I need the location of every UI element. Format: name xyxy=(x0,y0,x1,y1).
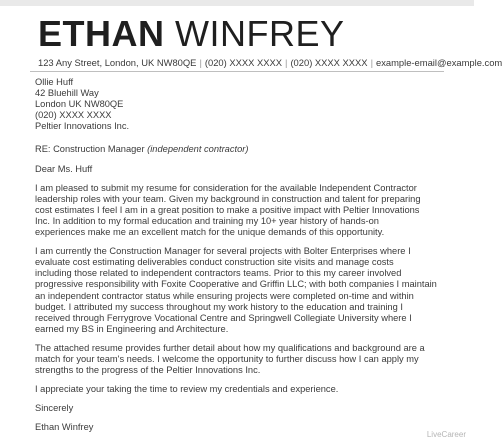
paragraph-line: Inc. In addition to my formal education and training my 10+ year history of hands-on xyxy=(35,215,379,226)
contact-separator: | xyxy=(285,57,288,68)
paragraph-line: I am pleased to submit my resume for consideration for the available Independent Contractor xyxy=(35,182,417,193)
body-paragraph-2 xyxy=(35,246,455,335)
applicant-last-name: WINFREY xyxy=(175,13,345,54)
subject-prefix: RE: Construction Manager xyxy=(35,144,148,155)
paragraph-line: evaluate cost estimating deliverables conduct construction site visits and manage costs xyxy=(35,257,394,268)
paragraph-line: match for your team's needs. I welcome the opportunity to further discuss how I can apply my xyxy=(35,353,419,364)
contact-email[interactable]: example-email@example.com xyxy=(376,57,502,68)
salutation: Dear Ms. Huff xyxy=(35,163,93,174)
signature-name: Ethan Winfrey xyxy=(35,422,94,433)
body-paragraph-4 xyxy=(35,384,455,395)
top-bar xyxy=(0,0,474,6)
subject-detail: (independent contractor) xyxy=(147,144,249,155)
contact-mobile: (020) XXXX XXXX xyxy=(290,57,368,68)
paragraph-line: an independent contractor status while ensuring projects were completed on-time and within xyxy=(35,290,414,301)
recipient-company: Peltier Innovations Inc. xyxy=(35,121,130,132)
body-paragraph-1 xyxy=(35,183,455,238)
paragraph-line: earned my BS in Engineering and Architecture. xyxy=(35,323,229,334)
paragraph-line: I am currently the Construction Manager for several projects with Bolter Enterprises where I xyxy=(35,246,411,257)
paragraph-line: strengths to the progress of the Peltier Innovations Inc. xyxy=(35,365,261,376)
paragraph-line: received through Ferrygrove Vocational Centre and Springwell Collegiate University where I xyxy=(35,312,412,323)
contact-line xyxy=(38,57,502,69)
paragraph-line: cost estimates I feel I am in a great position to make a positive impact with Peltier Innovations xyxy=(35,204,420,215)
paragraph-line: progressive responsibility with Foxite Cooperative and Griffin LLC; with both companies I maintain xyxy=(35,279,437,290)
body-paragraph-3 xyxy=(35,343,455,376)
paragraph-line: including those related to independent contractors teams. Prior to this my career involved xyxy=(35,268,402,279)
recipient-phone: (020) XXXX XXXX xyxy=(35,110,112,121)
contact-address: 123 Any Street, London, UK NW80QE xyxy=(38,57,197,68)
applicant-first-name: ETHAN xyxy=(38,13,165,54)
header-divider xyxy=(30,71,444,72)
paragraph-line: leadership roles with your team. Given my background in construction and talent for preparing xyxy=(35,193,421,204)
paragraph-line: I appreciate your taking the time to review my credentials and experience. xyxy=(35,384,339,395)
recipient-name: Ollie Huff xyxy=(35,77,74,87)
contact-phone: (020) XXXX XXXX xyxy=(204,57,282,68)
contact-separator: | xyxy=(370,57,373,68)
applicant-name xyxy=(38,14,345,54)
watermark-logo: LiveCareer xyxy=(426,430,466,439)
subject-line xyxy=(35,144,455,155)
paragraph-line: budget. I attributed my success throughout my work history to the education and training I xyxy=(35,301,403,312)
contact-separator: | xyxy=(199,57,202,68)
letter-body xyxy=(35,77,455,433)
paragraph-line: The attached resume provides further detail about how my qualifications and background are a xyxy=(35,342,425,353)
recipient-street: 42 Bluehill Way xyxy=(35,88,99,99)
recipient-city: London UK NW80QE xyxy=(35,99,124,110)
closing: Sincerely xyxy=(35,403,74,414)
paragraph-line: experiences make me an excellent match for the unique demands of this opportunity. xyxy=(35,227,385,238)
recipient-address xyxy=(35,77,455,132)
